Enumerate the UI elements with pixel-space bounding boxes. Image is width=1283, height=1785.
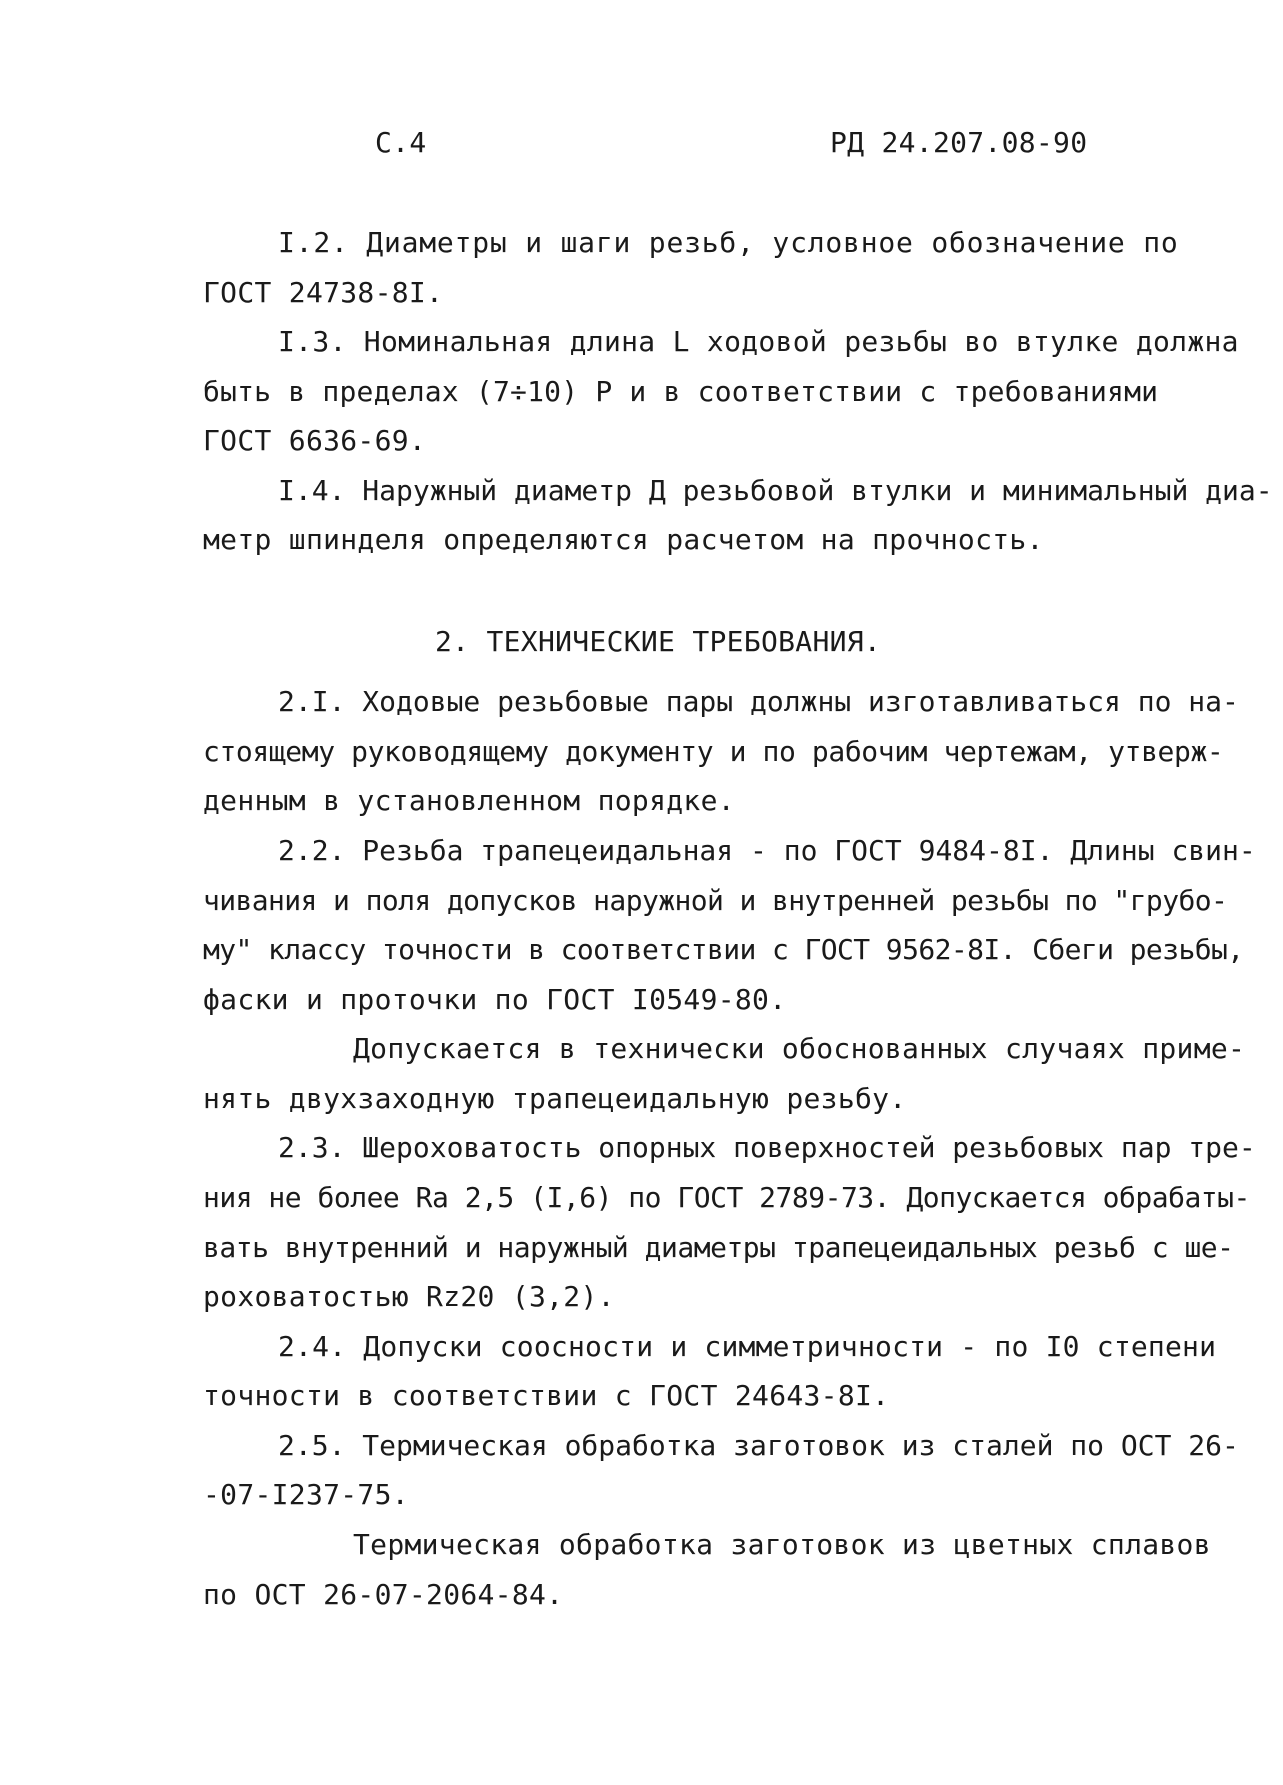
text-line: Термическая обработка заготовок из цветных сплавов (353, 1528, 1211, 1561)
text-line: 2.I. Ходовые резьбовые пары должны изготавливаться по на- (278, 685, 1239, 718)
text-line: ГОСТ 24738-8I. (203, 276, 444, 309)
text-line: фаски и проточки по ГОСТ I0549-80. (203, 983, 787, 1016)
text-line: ния не более Ra 2,5 (I,6) по ГОСТ 2789-73. Допускается обрабаты- (203, 1181, 1250, 1214)
text-line: I.2. Диаметры и шаги резьб, условное обозначение по (278, 226, 1179, 259)
text-line: метр шпинделя определяются расчетом на прочность. (203, 523, 1044, 556)
document-code: РД 24.207.08-90 (830, 126, 1088, 159)
text-line: 2.2. Резьба трапецеидальная - по ГОСТ 9484-8I. Длины свин- (278, 834, 1256, 867)
text-line: по ОСТ 26-07-2064-84. (203, 1578, 564, 1611)
text-line: I.3. Номинальная длина L ходовой резьбы во втулке должна (278, 325, 1239, 358)
text-line: нять двухзаходную трапецеидальную резьбу. (203, 1082, 907, 1115)
text-line: чивания и поля допусков наружной и внутренней резьбы по "грубо- (203, 884, 1228, 917)
text-line: ГОСТ 6636-69. (203, 424, 427, 457)
text-line: -07-I237-75. (203, 1478, 409, 1511)
page-number: С.4 (375, 126, 427, 159)
text-line: му" классу точности в соответствии с ГОСТ 9562-8I. Сбеги резьбы, (203, 933, 1244, 966)
text-line: I.4. Наружный диаметр Д резьбовой втулки и минимальный диа- (278, 474, 1273, 507)
text-line: точности в соответствии с ГОСТ 24643-8I. (203, 1379, 890, 1412)
text-line: Допускается в технически обоснованных случаях приме- (353, 1032, 1246, 1065)
text-line: стоящему руководящему документу и по рабочим чертежам, утверж- (203, 735, 1224, 768)
text-line: 2.5. Термическая обработка заготовок из сталей по ОСТ 26- (278, 1429, 1239, 1462)
text-line: 2.4. Допуски соосности и симметричности - по I0 степени (278, 1330, 1217, 1363)
text-line: 2.3. Шероховатость опорных поверхностей резьбовых пар тре- (278, 1131, 1256, 1164)
section-heading: 2. ТЕХНИЧЕСКИЕ ТРЕБОВАНИЯ. (435, 625, 882, 658)
text-line: быть в пределах (7÷10) Р и в соответствии с требованиями (203, 375, 1159, 408)
text-line: роховатостью Rz20 (3,2). (203, 1280, 615, 1313)
text-line: денным в установленном порядке. (203, 784, 735, 817)
text-line: вать внутренний и наружный диаметры трапецеидальных резьб с ше- (203, 1231, 1234, 1264)
